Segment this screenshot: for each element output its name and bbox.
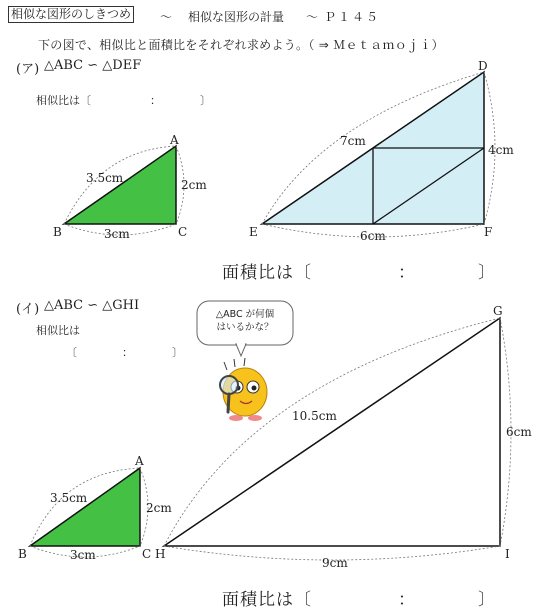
problem-a-area-colon: ：: [398, 263, 416, 283]
length-hi: 9cm: [322, 556, 348, 570]
worksheet-title: 相似な図形のしきつめ: [8, 6, 134, 23]
vertex-b: B: [53, 225, 62, 239]
vertex-h: H: [155, 547, 166, 561]
vertex-f: F: [484, 225, 493, 239]
triangle-abc-a-shape: [64, 146, 176, 224]
vertex-e: E: [249, 225, 258, 239]
problem-b-similarity-colon: ：: [122, 346, 133, 359]
length-bc-2: 3cm: [70, 548, 96, 562]
speech-bubble-text: [197, 308, 293, 334]
triangle-abc-b: [18, 454, 172, 562]
problem-b-area-close: 〕: [478, 590, 496, 610]
problem-b-area-colon: ：: [398, 590, 416, 610]
vertex-i: I: [505, 547, 510, 561]
vertex-d: D: [478, 59, 488, 73]
problem-b-label: (イ): [16, 302, 40, 317]
triangle-abc-a: [53, 133, 207, 241]
length-df-part: 4cm: [488, 143, 514, 157]
length-gh: 10.5cm: [292, 409, 337, 423]
vertex-g: G: [493, 304, 503, 318]
triangle-abc-b-shape: [30, 468, 140, 546]
vertex-a-2: A: [135, 454, 144, 468]
length-ac: 2cm: [181, 178, 207, 192]
problem-a-area-label: 面積比は〔: [222, 263, 312, 283]
page-number: Ｐ１４５: [324, 10, 381, 24]
problem-a-similarity-label: 相似比は〔: [36, 94, 91, 107]
problem-b-similarity-close: 〕: [172, 346, 183, 359]
length-ac-2: 2cm: [146, 501, 172, 515]
header-tilde-2: ～: [306, 10, 319, 24]
problem-b-statement: △ABC ∽ △GHI: [44, 298, 140, 313]
problem-b-area-label: 面積比は〔: [222, 590, 312, 610]
vertex-a: A: [170, 133, 179, 147]
vertex-c: C: [178, 225, 188, 239]
speech-bubble-line-2: はいるかな？: [216, 322, 274, 333]
problem-a-statement: △ABC ∽ △DEF: [44, 58, 142, 73]
problem-a-label: (ア): [16, 62, 40, 77]
header-subtitle: 相似な図形の計量: [188, 10, 285, 24]
length-ab: 3.5cm: [86, 171, 124, 185]
problem-b-similarity-open: 〔: [66, 346, 77, 359]
length-bc: 3cm: [104, 227, 130, 241]
problem-a-similarity-colon: ：: [150, 94, 161, 107]
length-de-part: 7cm: [340, 134, 366, 148]
problem-b-similarity-label: 相似比は: [36, 324, 80, 337]
instruction-text: 下の図で、相似比と面積比をそれぞれ求めよう。（ ⇒ Ｍｅｔａｍｏｊｉ）: [38, 38, 444, 52]
speech-bubble-line-1: △ABC が何個: [215, 309, 275, 320]
triangle-def: [249, 59, 514, 243]
header-tilde-1: ～: [160, 10, 173, 24]
triangle-ghi-shape: [164, 318, 500, 546]
length-gi: 6cm: [506, 425, 532, 439]
magnifier-icon: [220, 376, 238, 394]
problem-a-area-close: 〕: [478, 263, 496, 283]
vertex-c-2: C: [142, 547, 152, 561]
mascot-character: [220, 358, 267, 421]
length-ef-part: 6cm: [360, 229, 386, 243]
length-ab-2: 3.5cm: [50, 491, 88, 505]
vertex-b-2: B: [18, 547, 27, 561]
problem-a-similarity-close: 〕: [200, 94, 211, 107]
